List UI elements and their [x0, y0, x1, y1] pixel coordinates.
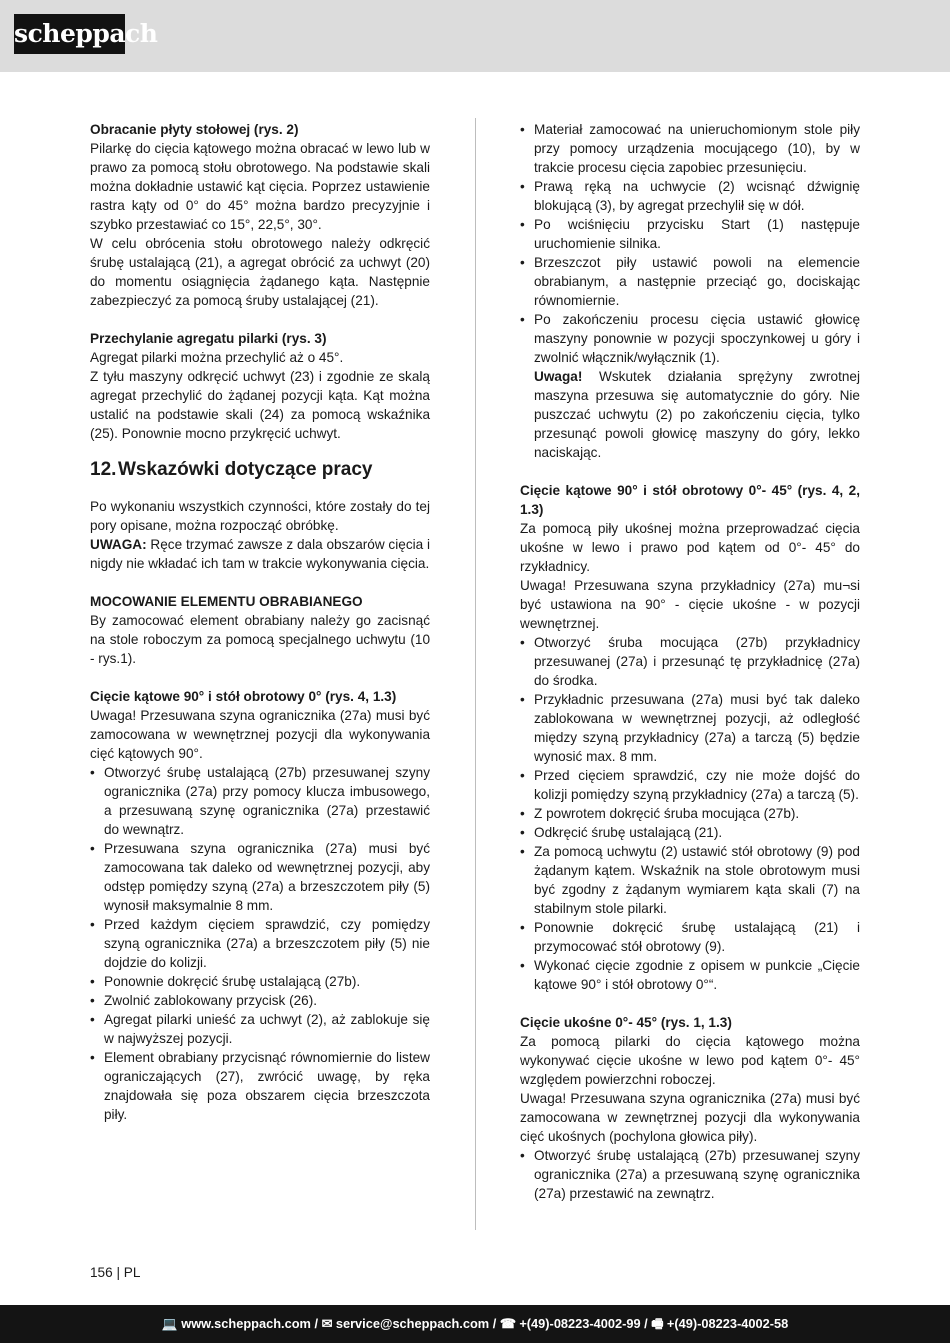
- paragraph: Za pomocą pilarki do cięcia kątowego można wykonywać cięcie ukośne w lewo pod kątem 0°- 45° względem powierzchni roboczej.: [520, 1034, 860, 1087]
- bullet-item: • Element obrabiany przycisnąć równomiernie do listew ograniczających (27), zwrócić uwagę, by ręka znajdowała się poza obszarem cięcia brzeszczota piły.: [90, 1048, 430, 1124]
- spacer: [90, 483, 430, 497]
- warning-text: Wskutek działania sprężyny zwrotnej maszyna przesuwa się automatycznie do góry. Nie puszczać uchwytu (2) po zakończeniu cięcia, tylko przesunąć powoli głowicę maszyny do góry, lekko naciskając.: [534, 369, 860, 460]
- warning-label: UWAGA:: [90, 537, 147, 552]
- subheading: Cięcie ukośne 0°- 45° (rys. 1, 1.3): [520, 1015, 732, 1030]
- bullet-item: • Odkręcić śrubę ustalającą (21).: [520, 823, 860, 842]
- bullet-item: • Otworzyć śrubę ustalającą (27b) przesuwanej szyny ogranicznika (27a) a przesuwaną szynę ogranicznika (27a) przestawić na zewnątrz.: [520, 1146, 860, 1203]
- contact-line: 💻 www.scheppach.com / ✉ service@scheppach.com / ☎ +(49)-08223-4002-99 / 🖷 +(49)-08223-4002-58: [161, 1316, 789, 1331]
- column-divider: [475, 118, 476, 1230]
- paragraph: Z tyłu maszyny odkręcić uchwyt (23) i zgodnie ze skalą agregat przechylić do żądanej pozycji kąta. Kąt można ustalić na podstawie skali (24) za pomocą wskaźnika (25). Ponownie mocno przykręcić uchwyt.: [90, 369, 430, 441]
- bullet-item: • Po wciśnięciu przycisku Start (1) następuje uruchomienie silnika.: [520, 215, 860, 253]
- header-bar: [0, 0, 950, 72]
- paragraph: By zamocować element obrabiany należy go zacisnąć na stole roboczym za pomocą specjalnego uchwytu (10 - rys.1).: [90, 613, 430, 666]
- bullet-item: • Agregat pilarki unieść za uchwyt (2), aż zablokuje się w najwyższej pozycji.: [90, 1010, 430, 1048]
- bullet-item: • Wykonać cięcie zgodnie z opisem w punkcie „Cięcie kątowe 90° i stół obrotowy 0°“.: [520, 956, 860, 994]
- page-number: 156 | PL: [90, 1265, 141, 1280]
- section-heading: [90, 457, 430, 483]
- bullet-item: • Za pomocą uchwytu (2) ustawić stół obrotowy (9) pod żądanym kątem. Wskaźnik na stole obrotowym musi być zgodny z żądanym wymiarem kąta skali (7) na stabilnym stole pilarki.: [520, 842, 860, 918]
- spacer: [90, 573, 430, 592]
- bullet-item: • Prawą ręką na uchwycie (2) wcisnąć dźwignię blokującą (3), by agregat przechylił się w dół.: [520, 177, 860, 215]
- subheading: MOCOWANIE ELEMENTU OBRABIANEGO: [90, 594, 363, 609]
- warning-paragraph: [90, 535, 430, 573]
- bullet-item: • Po zakończeniu procesu cięcia ustawić głowicę maszyny ponownie w pozycji spoczynkowej u góry i zwolnić włącznik/wyłącznik (1).: [520, 310, 860, 367]
- bullet-item: • Przesuwana szyna ogranicznika (27a) musi być zamocowana tak daleko od wewnętrznej pozycji, aby odstęp pomiędzy szyną (27a) a brzeszczotem piły (5) wynosił maksymalnie 8 mm.: [90, 839, 430, 915]
- contact-bar: [0, 1305, 950, 1343]
- paragraph: Agregat pilarki można przechylić aż o 45°.: [90, 350, 344, 365]
- bullet-item: • Brzeszczot piły ustawić powoli na elemencie obrabianym, a następnie przeciąć go, dociskając równomiernie.: [520, 253, 860, 310]
- section-title: Wskazówki dotyczące pracy: [118, 459, 373, 480]
- section-number: 12.: [90, 459, 117, 480]
- bullet-item: • Materiał zamocować na unieruchomionym stole piły przy pomocy urządzenia mocującego (10), by w trakcie procesu cięcia zapobiec przesunięciu.: [520, 120, 860, 177]
- paragraph: Uwaga! Przesuwana szyna ogranicznika (27a) musi być zamocowana w zewnętrznej pozycji dla wykonywania cięć ukośnych (pochylona głowica piły).: [520, 1091, 860, 1144]
- left-column: [90, 120, 430, 1124]
- spacer: [90, 668, 430, 687]
- subheading: Przechylanie agregatu pilarki (rys. 3): [90, 331, 327, 346]
- warning-paragraph: [520, 367, 860, 462]
- spacer: [520, 994, 860, 1013]
- bullet-item: • Z powrotem dokręcić śruba mocująca (27b).: [520, 804, 860, 823]
- bullet-item: • Przed cięciem sprawdzić, czy nie może dojść do kolizji pomiędzy szyną przykładnicy (27a) a tarczą (5).: [520, 766, 860, 804]
- bullet-item: • Ponownie dokręcić śrubę ustalającą (21) i przymocować stół obrotowy (9).: [520, 918, 860, 956]
- spacer: [90, 310, 430, 329]
- paragraph: W celu obrócenia stołu obrotowego należy odkręcić śrubę ustalającą (21), a agregat obrócić za uchwyt (20) do momentu osiągnięcia żądanego kąta. Następnie zabezpieczyć za pomocą śruby ustalającej (21).: [90, 236, 430, 308]
- bullet-item: • Przed każdym cięciem sprawdzić, czy pomiędzy szyną ogranicznika (27a) a brzeszczotem piły (5) nie dojdzie do kolizji.: [90, 915, 430, 972]
- right-column: [520, 120, 860, 1203]
- bullet-item: • Ponownie dokręcić śrubę ustalającą (27b).: [90, 972, 430, 991]
- paragraph: Uwaga! Przesuwana szyna ogranicznika (27a) musi być zamocowana w wewnętrznej pozycji dla wykonywania cięć kątowych 90°.: [90, 708, 430, 761]
- subheading: Obracanie płyty stołowej (rys. 2): [90, 122, 299, 137]
- bullet-item: • Przykładnic przesuwana (27a) musi być tak daleko zablokowana w wewnętrznej pozycji, aż odległość między szyną przykładnicy (27a) a tarczą (5) będzie wynosić max. 8 mm.: [520, 690, 860, 766]
- subheading: Cięcie kątowe 90° i stół obrotowy 0°- 45° (rys. 4, 2, 1.3): [520, 483, 860, 517]
- subheading: Cięcie kątowe 90° i stół obrotowy 0° (rys. 4, 1.3): [90, 689, 397, 704]
- paragraph: Za pomocą piły ukośnej można przeprowadzać cięcia ukośne w lewo i prawo pod kątem od 0°- 45° do rzykładnicy.: [520, 521, 860, 574]
- warning-label: Uwaga!: [534, 369, 583, 384]
- bullet-item: • Otworzyć śrubę ustalającą (27b) przesuwanej szyny ogranicznika (27a) przy pomocy klucza imbusowego, a przesuwaną szynę ogranicznika (27a) przestawić do wewnątrz.: [90, 763, 430, 839]
- warning-text: Ręce trzymać zawsze z dala obszarów cięcia i nigdy nie wkładać ich tam w trakcie wykonywania cięcia.: [90, 537, 430, 571]
- paragraph: Pilarkę do cięcia kątowego można obracać w lewo lub w prawo za pomocą stołu obrotowego. Na podstawie skali można dokładnie ustawić kąt cięcia. Poprzez ustawienie rastra kąty od 0° do 45° można bardzo precyzyjnie i szybko przestawiać co 15°, 22,5°, 30°.: [90, 141, 430, 232]
- paragraph: Uwaga! Przesuwana szyna przykładnicy (27a) mu¬si być ustawiona na 90° - cięcie ukośne - w pozycji wewnętrznej.: [520, 578, 860, 631]
- bullet-item: • Otworzyć śruba mocująca (27b) przykładnicy przesuwanej (27a) i przesunąć tę przykładnicę (27a) do środka.: [520, 633, 860, 690]
- paragraph: Po wykonaniu wszystkich czynności, które zostały do tej pory opisane, można rozpocząć obróbkę.: [90, 499, 430, 533]
- spacer: [90, 443, 430, 457]
- bullet-item: • Zwolnić zablokowany przycisk (26).: [90, 991, 430, 1010]
- spacer: [520, 462, 860, 481]
- scheppach-logo: scheppach: [14, 14, 125, 54]
